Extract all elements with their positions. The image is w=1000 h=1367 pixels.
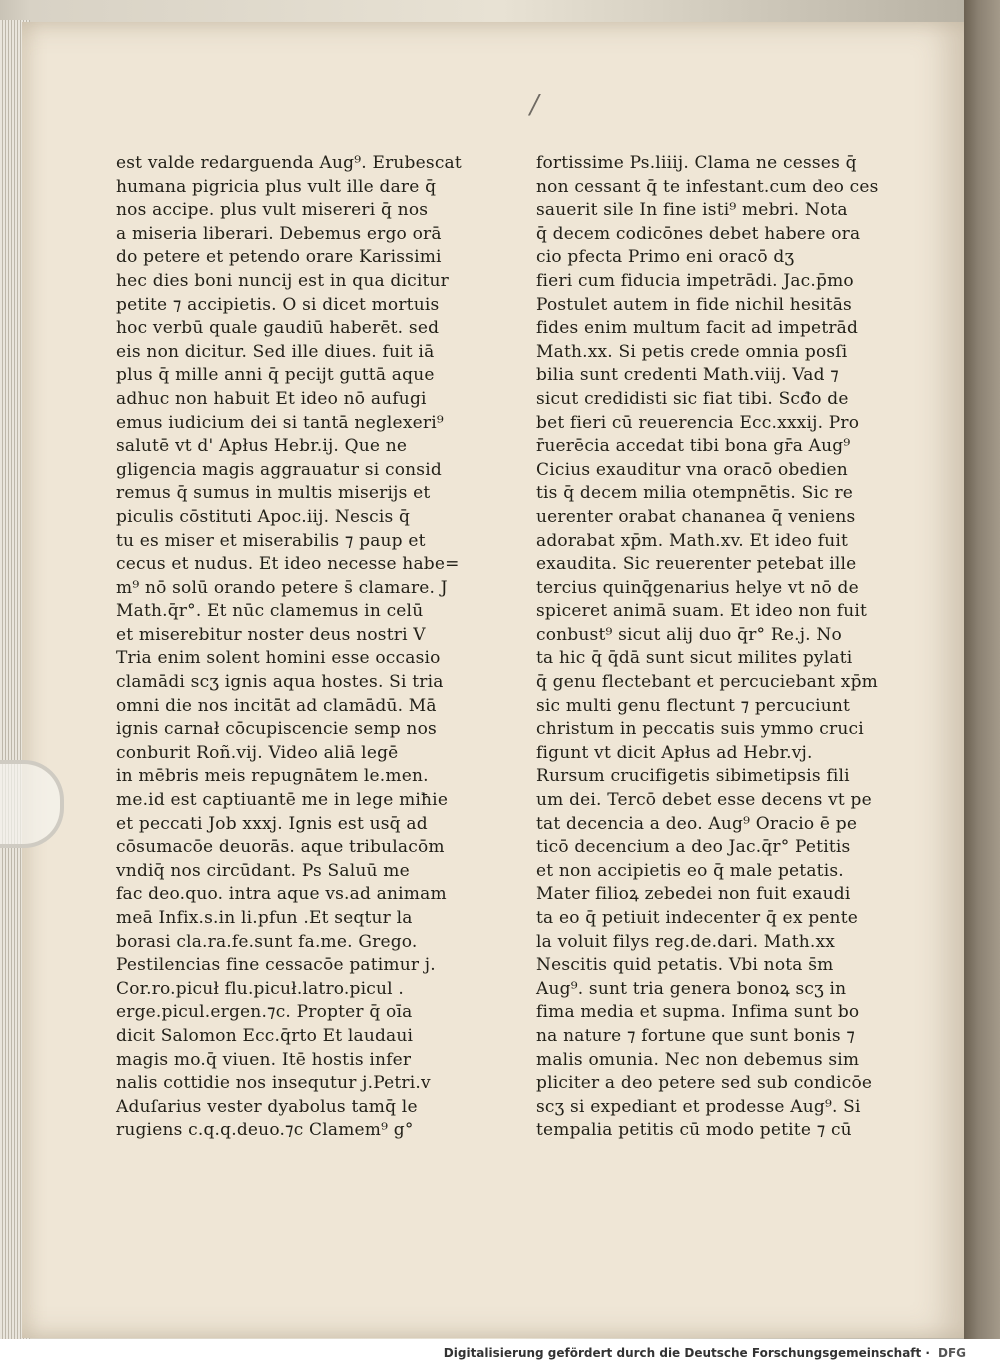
text-line: est valde redarguenda Aug⁹. Erubescat <box>116 153 462 173</box>
text-line: omni die nos incitāt ad clamādū. Mā <box>116 695 437 716</box>
text-line: cōsumacōe deuorās. aque tribulacōm <box>116 837 445 858</box>
text-line: humana pigricia plus vult ille dare q̄ <box>116 176 437 197</box>
text-line: Mater filioꝝ zebedei non fuit exaudi <box>536 884 851 905</box>
text-line: vndiq̄ nos circūdant. Ps Saluū me <box>116 860 410 881</box>
text-line: a miseria liberari. Debemus ergo orā <box>116 223 442 244</box>
text-line: clamādi scʒ ignis aqua hostes. Si tria <box>116 672 444 693</box>
text-line: tempalia petitis cū modo petite ⁊ cū <box>536 1120 852 1141</box>
text-line: exaudita. Sic reuerenter petebat ille <box>536 554 857 575</box>
text-line: emus iudicium dei si tantā neglexeri⁹ <box>116 412 444 433</box>
text-line: conburit Roñ.vij. Video aliā legē <box>116 742 399 763</box>
text-line: rugiens c.q.q.deuo.⁊c Clamem⁹ g° <box>116 1120 414 1141</box>
text-line: ticō decencium a deo Jac.q̄r° Petitis <box>536 837 851 858</box>
text-line: nos accipe. plus vult misereri q̄ nos <box>116 200 429 221</box>
text-line: et miserebitur noster deus nostri V <box>116 624 426 645</box>
text-line: Cor.ro.picuł flu.picuł.latro.picul . <box>116 978 404 999</box>
text-line: Cicius exauditur vna oracō obedien <box>536 459 848 480</box>
text-line: nalis cottidie nos insequtur j.Petri.v <box>116 1073 431 1094</box>
text-line: tis q̄ decem milia otempnētis. Sic re <box>536 483 854 504</box>
text-line: figunt vt dicit Apłus ad Hebr.vj. <box>536 742 813 763</box>
dfg-logo-icon: DFG <box>937 1346 966 1360</box>
text-line: tu es miser et miserabilis ⁊ paup et <box>116 530 426 551</box>
digitization-footer <box>0 1339 1000 1367</box>
text-line: cecus et nudus. Et ideo necesse habe= <box>116 554 460 575</box>
text-line: tercius quinq̄genarius helye vt nō de <box>536 577 859 598</box>
text-line: Pestilencias fine cessacōe patimur j. <box>116 955 436 976</box>
text-line: uerenter orabat chananea q̄ veniens <box>536 506 856 527</box>
text-line: sauerit sile In fine isti⁹ mebri. Nota <box>536 200 848 221</box>
text-line: adorabat xp̄m. Math.xv. Et ideo fuit <box>536 530 849 551</box>
text-line: in mēbris meis repugnātem le.men. <box>116 766 429 787</box>
text-line: fima media et supma. Infima sunt bo <box>536 1002 860 1023</box>
text-line: ignis carnał cōcupiscencie semp nos <box>116 719 437 740</box>
text-column-left <box>116 152 462 1143</box>
text-line: tat decencia a deo. Aug⁹ Oracio ē pe <box>536 813 858 834</box>
text-line: fortissime Ps.liiij. Clama ne cesses q̄ <box>536 153 857 173</box>
text-line: dicit Salomon Ecc.q̄rto Et laudaui <box>116 1025 414 1046</box>
text-line: do petere et petendo orare Karissimi <box>116 247 442 268</box>
text-line: ta hic q̄ q̄dā sunt sicut milites pylati <box>536 648 853 669</box>
text-line: Aduſarius vester dyabolus tamq̄ le <box>116 1096 418 1117</box>
text-line: et peccati Job xxxj. Ignis est usq̄ ad <box>116 813 428 834</box>
text-line: Postulet autem in fide nichil hesitās <box>536 294 852 315</box>
text-line: conbust⁹ sicut alij duo q̄r° Re.j. No <box>536 624 842 645</box>
text-line: cio pfecta Primo eni oracō dʒ <box>536 247 795 268</box>
text-line: piculis cōstituti Apoc.iij. Nescis q̄ <box>116 506 411 527</box>
text-line: magis mo.q̄ viuen. Itē hostis infer <box>116 1049 412 1070</box>
text-line: hec dies boni nuncij est in qua dicitur <box>116 270 449 291</box>
book-binding-edge <box>964 0 1000 1340</box>
text-line: pliciter a deo petere sed sub condicōe <box>536 1073 873 1094</box>
footer-credit-text: Digitalisierung gefördert durch die Deutsche Forschungsgemeinschaft · <box>443 1346 930 1360</box>
text-line: petite ⁊ accipietis. O si dicet mortuis <box>116 294 440 315</box>
text-line: fides enim multum facit ad impetrād <box>536 318 859 339</box>
text-line: adhuc non habuit Et ideo nō aufugi <box>116 388 427 409</box>
text-line: fac deo.quo. intra aque vs.ad animam <box>116 884 447 905</box>
text-line: Math.xx. Si petis crede omnia posſi <box>536 341 848 362</box>
text-line: q̄ decem codicōnes debet habere ora <box>536 223 861 244</box>
text-line: m⁹ nō solū orando petere s̄ clamare. J <box>116 577 448 598</box>
text-line: Nescitis quid petatis. Vbi nota s̄m <box>536 955 834 976</box>
text-line: um dei. Tercō debet esse decens vt pe <box>536 790 872 811</box>
text-line: ta eo q̄ petiuit indecenter q̄ ex pente <box>536 908 858 928</box>
text-line: Aug⁹. sunt tria genera bonoꝝ scʒ in <box>536 978 847 999</box>
text-line: Tria enim solent homini esse occasio <box>116 648 441 669</box>
text-line: scʒ si expediant et prodesse Aug⁹. Si <box>536 1096 861 1117</box>
text-line: na nature ⁊ fortune que sunt bonis ⁊ <box>536 1025 856 1046</box>
text-line: spiceret animā suam. Et ideo non fuit <box>536 601 868 622</box>
text-line: bet fieri cū reuerencia Ecc.xxxij. Pro <box>536 412 860 433</box>
text-line: q̄ genu flectebant et percuciebant xp̄m <box>536 672 878 693</box>
text-line: borasi cla.ra.fe.sunt fa.me. Grego. <box>116 931 418 952</box>
text-line: r̄uerēcia accedat tibi bona gr̄a Aug⁹ <box>536 436 851 457</box>
text-line: Math.q̄r°. Et nūc clamemus in celū <box>116 601 424 622</box>
text-line: meā Infix.s.in li.pfun .Et seqtur la <box>116 908 413 928</box>
text-line: gligencia magis aggrauatur si consid <box>116 459 442 480</box>
folio-pencil-mark: / <box>530 90 539 120</box>
text-line: erge.picul.ergen.⁊c. Propter q̄ oīa <box>116 1002 413 1023</box>
text-line: plus q̄ mille anni q̄ pecijt guttā aque <box>116 365 435 386</box>
text-line: malis omunia. Nec non debemus sim <box>536 1049 860 1070</box>
text-line: eis non dicitur. Sed ille diues. fuit iā <box>116 341 435 362</box>
text-line: Rursum crucifigetis sibimetipsis fili <box>536 766 850 787</box>
text-line: non cessant q̄ te infestant.cum deo ces <box>536 176 879 197</box>
text-line: hoc verbū quale gaudiū haberēt. sed <box>116 318 440 339</box>
text-line: salutē vt d' Apłus Hebr.ij. Que ne <box>116 436 408 457</box>
text-line: christum in peccatis suis ymmo cruci <box>536 719 864 740</box>
text-line: me.id est captiuantē me in lege miħie <box>116 790 449 811</box>
text-line: sicut credidisti sic fiat tibi. Scđo de <box>536 388 849 409</box>
text-line: sic multi genu flectunt ⁊ percuciunt <box>536 695 851 716</box>
text-column-right <box>536 152 879 1143</box>
text-line: remus q̄ sumus in multis miserijs et <box>116 483 431 504</box>
text-line: fieri cum fiducia impetrādi. Jac.p̄mo <box>536 270 854 291</box>
text-line: bilia sunt credenti Math.viij. Vad ⁊ <box>536 365 839 386</box>
text-line: la voluit filys reg.de.dari. Math.xx <box>536 931 836 952</box>
text-line: et non accipietis eo q̄ male petatis. <box>536 860 844 881</box>
